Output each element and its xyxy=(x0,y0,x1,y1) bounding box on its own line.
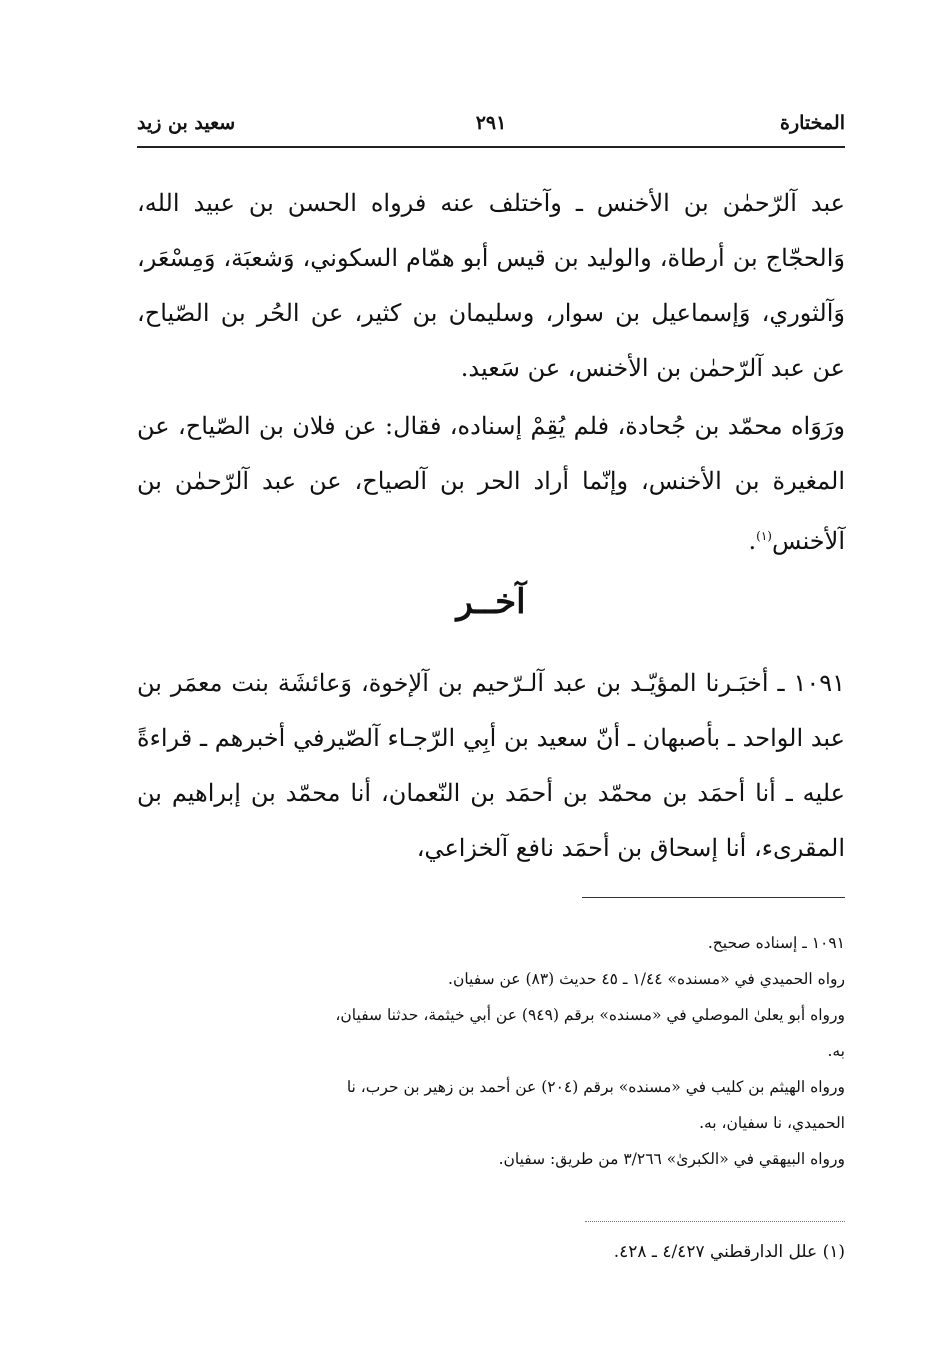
paragraph-2-text: ورَوَاه محمّد بن جُحادة، فلم يُقِمْ إسناده، فقال: عن فلان بن الصّياح، عن المغيرة بن الأخنس، وإنّما أراد الحر بن آلصياح، عن عبد آلرّحمٰن بن آلأخنس xyxy=(137,412,845,555)
takhrij-notes xyxy=(137,925,845,1177)
note-line: ورواه أبو يعلىٰ الموصلي في «مسنده» برقم (٩٤٩) عن أبي خيثمة، حدثنا سفيان، xyxy=(335,1006,845,1024)
note-line: رواه الحميدي في «مسنده» ١/٤٤ ـ ٤٥ حديث (٨٣) عن سفيان. xyxy=(448,970,845,988)
note-line: ورواه البيهقي في «الكبرىٰ» ٣/٢٦٦ من طريق: سفيان. xyxy=(498,1150,845,1168)
note-line: الحميدي، نا سفيان، به. xyxy=(699,1114,845,1132)
paragraph-2-end: . xyxy=(748,527,757,555)
endnote-divider xyxy=(585,1221,845,1222)
footnote-ref-1: (١) xyxy=(756,529,772,543)
hadith-1091: ١٠٩١ ـ أخبَـرنا المؤيّـد بن عبد آلـرّحيم بن آلإخوة، وَعائشَة بنت معمَر بن عبد الواحد ـ بأصبهان ـ أنّ سعيد بن أبِي الرّجـاء آلصّيرفي أخبرهم ـ قراءةً عليه ـ أنا أحمَد بن محمّد بن أحمَد بن النّعمان، أنا محمّد بن إبراهيم بن المقرىء، أنا إسحاق بن أحمَد نافع آلخزاعي، xyxy=(137,669,845,862)
paragraph-2 xyxy=(137,399,845,569)
chapter-title: سعيد بن زيد xyxy=(137,112,236,134)
book-title: المختارة xyxy=(780,112,845,134)
header-divider xyxy=(137,146,845,148)
section-heading: آخــر xyxy=(456,582,526,622)
paragraph-1: عبد آلرّحمٰن بن الأخنس ـ وآختلف عنه فرواه الحسن بن عبيد الله، وَالحجّاج بن أرطاة، والوليد بن قيس أبو همّام السكوني، وَشعبَة، وَمِسْعَر، وَآلثوري، وَإسماعيل بن سوار، وسليمان بن كثير، عن الحُر بن الصّياح، عن عبد آلرّحمٰن بن الأخنس، عن سَعيد. xyxy=(137,189,845,382)
note-line: ورواه الهيثم بن كليب في «مسنده» برقم (٢٠٤) عن أحمد بن زهير بن حرب، نا xyxy=(346,1078,845,1096)
page-number: ٢٩١ xyxy=(475,112,507,134)
note-line: به. xyxy=(827,1042,845,1060)
note-line: ١٠٩١ ـ إسناده صحيح. xyxy=(707,934,845,952)
page-header xyxy=(137,112,845,142)
footnote-divider xyxy=(582,897,845,898)
endnote-1: (١) علل الدارقطني ٤/٤٢٧ ـ ٤٢٨. xyxy=(613,1242,845,1262)
